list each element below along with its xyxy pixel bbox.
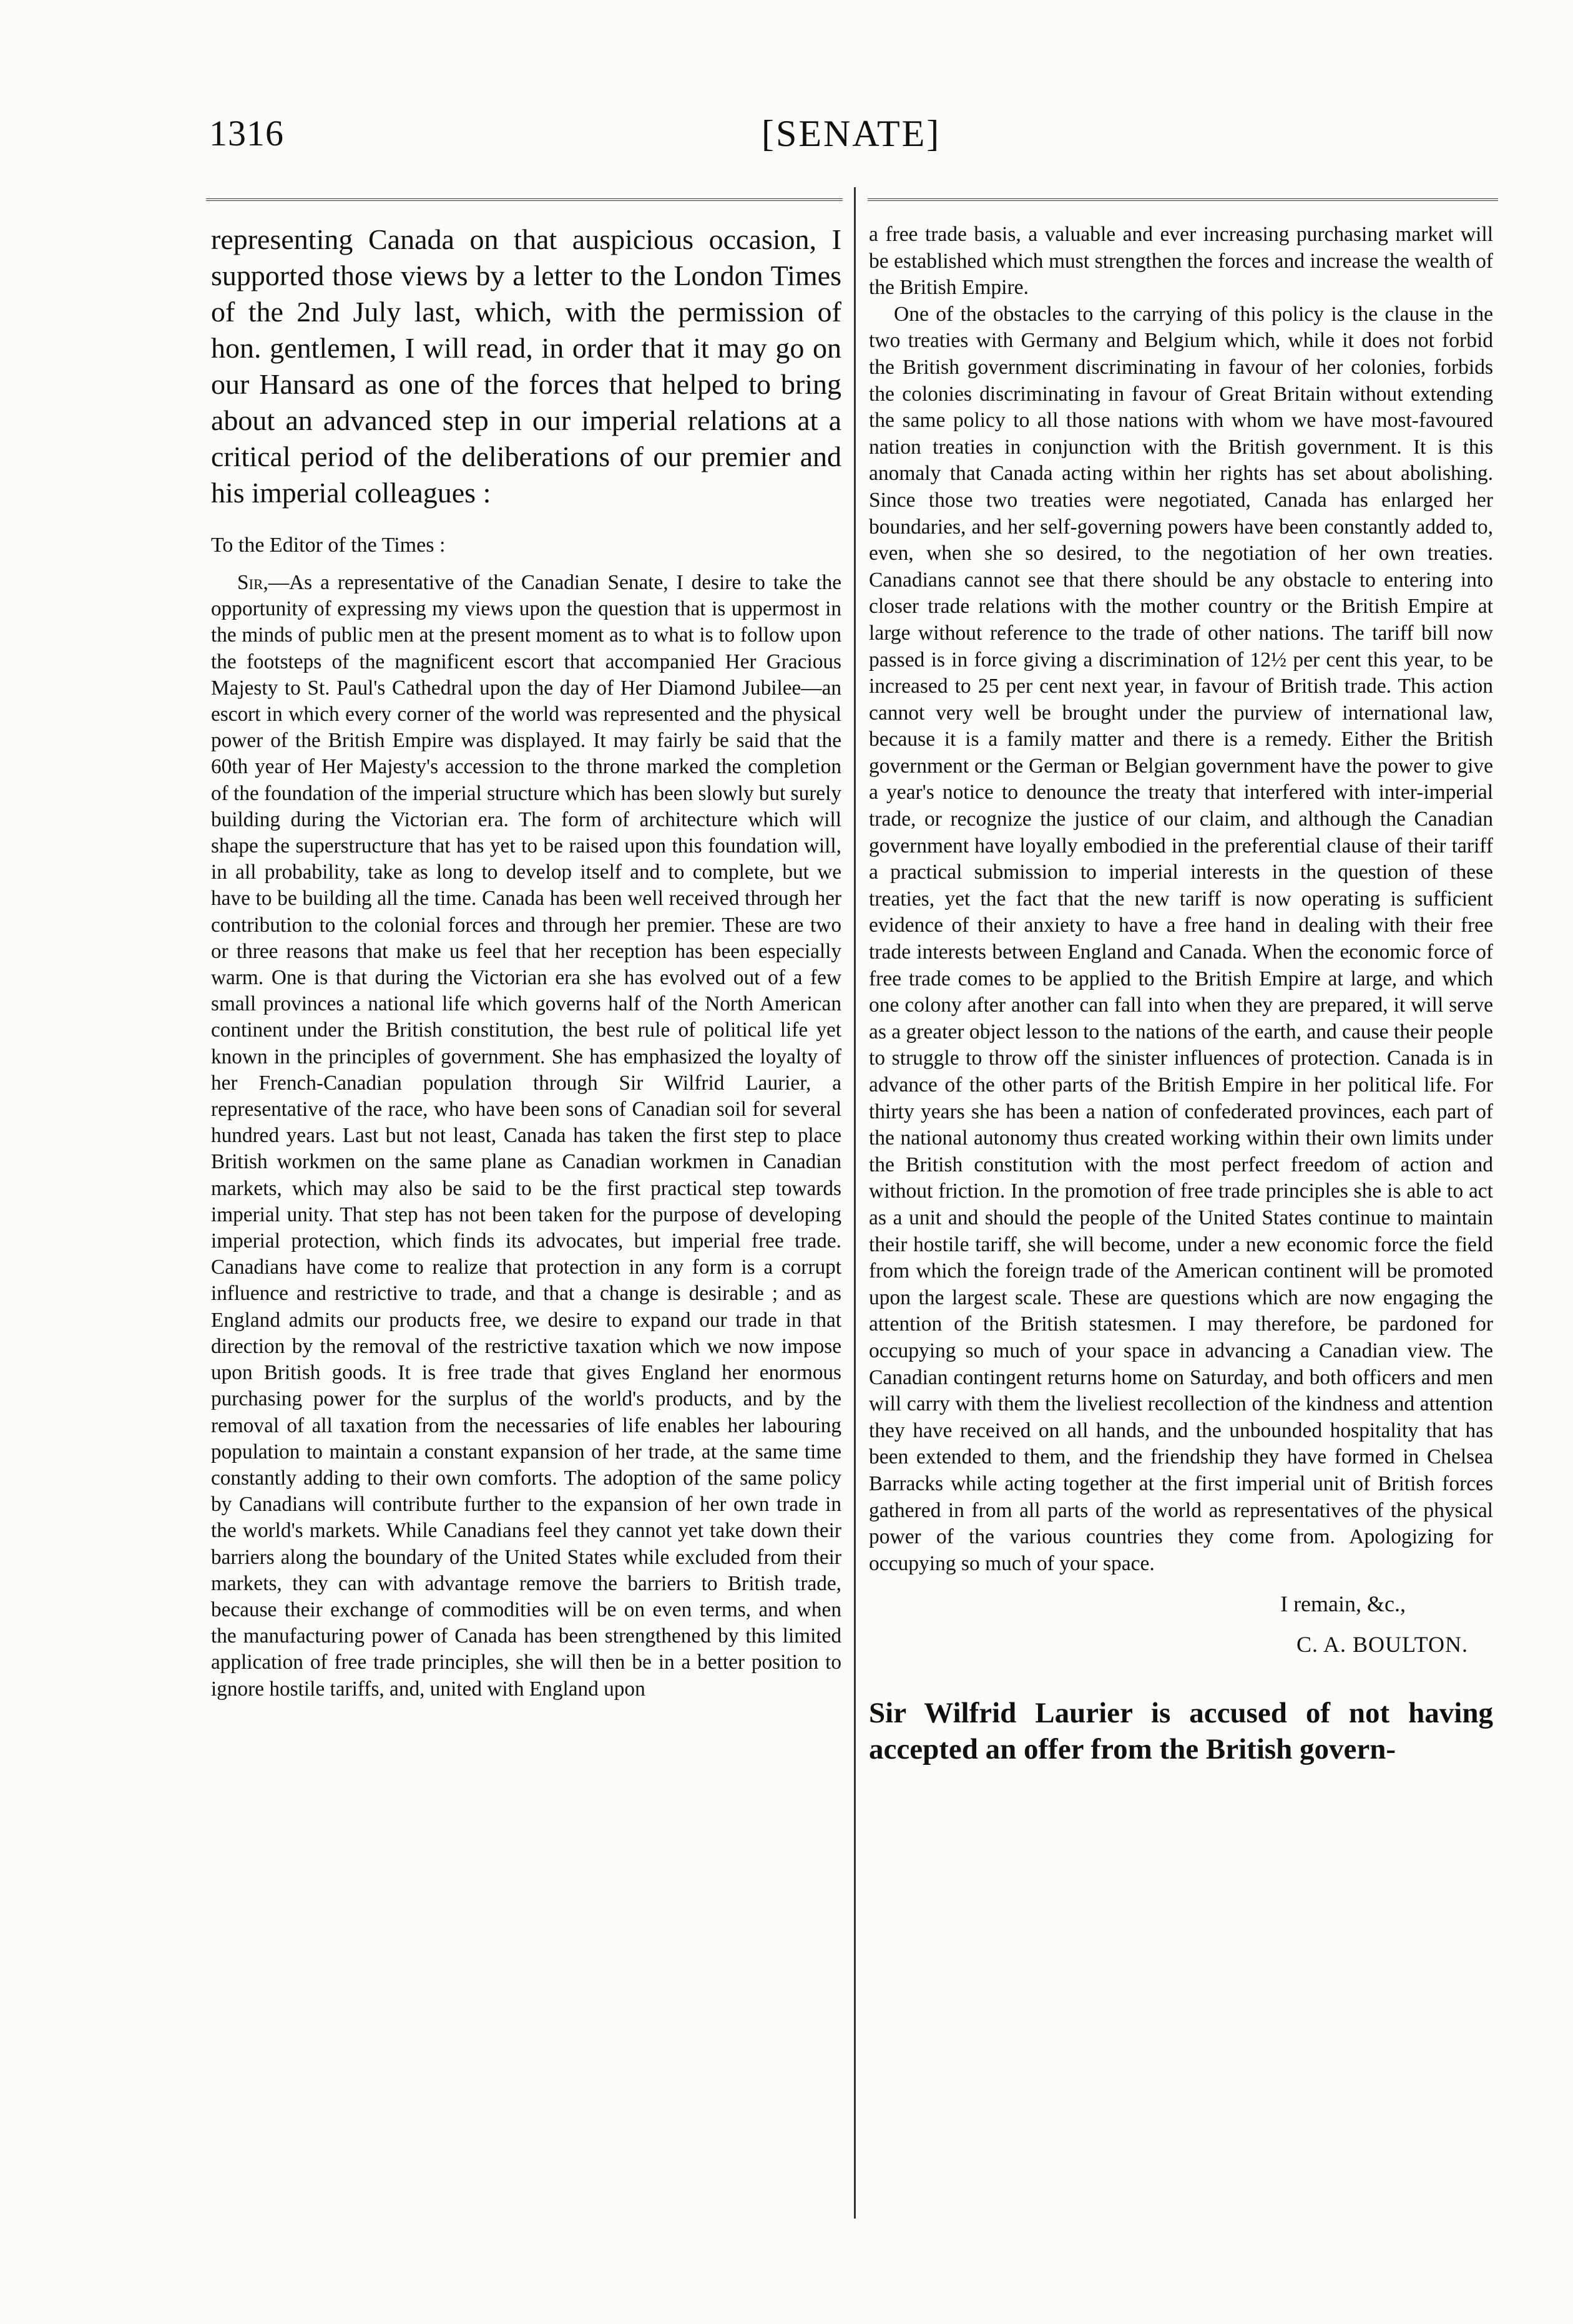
page-title: [SENATE] <box>762 113 941 154</box>
header-rule-left <box>206 198 843 201</box>
page-header <box>0 0 1573 162</box>
letter-signature: C. A. BOULTON. <box>1296 1631 1468 1657</box>
letter-closing: I remain, &c., <box>1280 1591 1406 1617</box>
header-rule-right <box>868 198 1498 201</box>
letter-opening: Sir, <box>237 571 268 594</box>
letter-body: —As a representative of the Canadian Senate, I desire to take the opportunity of expressing my views upon the question that is uppermost in the minds of public men at the present moment as to what is to follow upon the footsteps of the magnificent escort that accompanied Her Gracious Majesty to St. Paul's Cathedral upon the day of Her Diamond Jubilee—an escort in which every corner of the world was represented and the physical power of the British Empire was displayed. It may fairly be said that the 60th year of Her Majesty's accession to the throne marked the completion of the foundation of the imperial structure which has been slowly but surely building during the Victorian era. The form of architecture which will shape the superstructure that has yet to be raised upon this foundation will, in all probability, take as long to develop itself and to complete, but we have to be building all the time. Canada has been well received through her contribution to the colonial forces and through her premier. These are two or three reasons that make us feel that her reception has been especially warm. One is that during the Victorian era she has evolved out of a few small provinces a national life which governs half of the North American continent under the British constitution, the best rule of political life yet known in the principles of government. She has emphasized the loyalty of her French-Canadian population through Sir Wilfrid Laurier, a representative of the race, who have been sons of Canadian soil for several hundred years. Last but not least, Canada has taken the first step to place British workmen on the same plane as Canadian workmen in Canadian markets, which may also be said to be the first practical step towards imperial unity. That step has not been taken for the purpose of developing imperial protection, which finds its advocates, but imperial free trade. Canadians have come to realize that protection in any form is a corrupt influence and restrictive to trade, and that a change is desirable ; and as England admits our products free, we desire to expand our trade in that direction by the removal of the restrictive taxation which we now impose upon British goods. It is free trade that gives England her enormous purchasing power for the surplus of the world's products, and by the removal of all taxation from the necessaries of life enables her labouring population to maintain a constant expansion of her trade, at the same time constantly adding to their own comforts. The adoption of the same policy by Canadians will contribute further to the expansion of her own trade in the world's markets. While Canadians feel they cannot yet take down their barriers along the boundary of the United States while excluded from their markets, they can with advantage remove the barriers to British trade, because their exchange of commodities will be on even terms, and when the manufacturing power of Canada has been strengthened by this limited application of free trade principles, she will then be in a better position to ignore hostile tariffs, and, united with England upon <box>211 571 841 1701</box>
letter-salutation: To the Editor of the Times : <box>211 534 446 557</box>
right-column <box>869 222 1493 1767</box>
left-column <box>211 222 841 1702</box>
column-divider <box>854 187 856 2219</box>
intro-paragraph: representing Canada on that auspicious occasion, I supported those views by a letter to the London Times of the 2nd July last, which, with the permission of hon. gentlemen, I will read, in order that it may go on our Hansard as one of the forces that helped to bring about an advanced step in our imperial relations at a critical period of the deliberations of our premier and his imperial colleagues : <box>211 223 841 509</box>
letter-body-paragraph <box>211 570 841 1702</box>
page-number: 1316 <box>209 113 284 154</box>
letter-continuation-paragraph: a free trade basis, a valuable and ever increasing purchasing market will be established which must strengthen the forces and increase the wealth of the British Empire. <box>869 223 1493 300</box>
laurier-paragraph: Sir Wilfrid Laurier is accused of not having accepted an offer from the British govern- <box>869 1697 1493 1766</box>
treaty-paragraph: One of the obstacles to the carrying of this policy is the clause in the two treaties with Germany and Belgium which, while it does not forbid the British government discriminating in favour of her colonies, forbids the colonies discriminating in favour of Great Britain without extending the same policy to all those nations with whom we have most-favoured nation treaties in conjunction with the British government. It is this anomaly that Canada acting within her rights has set about abolishing. Since those two treaties were negotiated, Canada has enlarged her boundaries, and her self-governing powers have been constantly added to, even, when she so desired, to the negotiation of her own treaties. Canadians cannot see that there should be any obstacle to entering into closer trade relations with the mother country or the British Empire at large without reference to the trade of other nations. The tariff bill now passed is in force giving a discrimination of 12½ per cent this year, to be increased to 25 per cent next year, in favour of British trade. This action cannot very well be brought under the purview of international law, because it is a family matter and there is a remedy. Either the British government or the German or Belgian government have the power to give a year's notice to denounce the treaty that interfered with inter-imperial trade, or recognize the justice of our claim, and although the Canadian government have loyally embodied in the preferential clause of their tariff a practical submission to imperial interests in the question of these treaties, yet the fact that the new tariff is now operating is sufficient evidence of their anxiety to have a free hand in dealing with their free trade interests between England and Canada. When the economic force of free trade comes to be applied to the British Empire at large, and which one colony after another can fall into when they are prepared, it will serve as a greater object lesson to the nations of the earth, and cause their people to struggle to throw off the sinister influences of protection. Canada is in advance of the other parts of the British Empire in her political life. For thirty years she has been a nation of confederated provinces, each part of the national autonomy thus created working within their own limits under the British constitution with the most perfect freedom of action and without friction. In the promotion of free trade principles she is able to act as a unit and should the people of the United States continue to maintain their hostile tariff, she will become, under a new economic force the field from which the foreign trade of the American continent will be promoted upon the largest scale. These are questions which are now engaging the attention of the British statesmen. I may therefore, be pardoned for occupying so much of your space in advancing a Canadian view. The Canadian contingent returns home on Saturday, and both officers and men will carry with them the liveliest recollection of the kindness and attention they have received on all hands, and the unbounded hospitality that has been extended to them, and the friendship they have formed in Chelsea Barracks while acting together at the first imperial unit of British forces gathered in from all parts of the world as representatives of the physical power of the various countries they come from. Apologizing for occupying so much of your space. <box>869 302 1493 1575</box>
